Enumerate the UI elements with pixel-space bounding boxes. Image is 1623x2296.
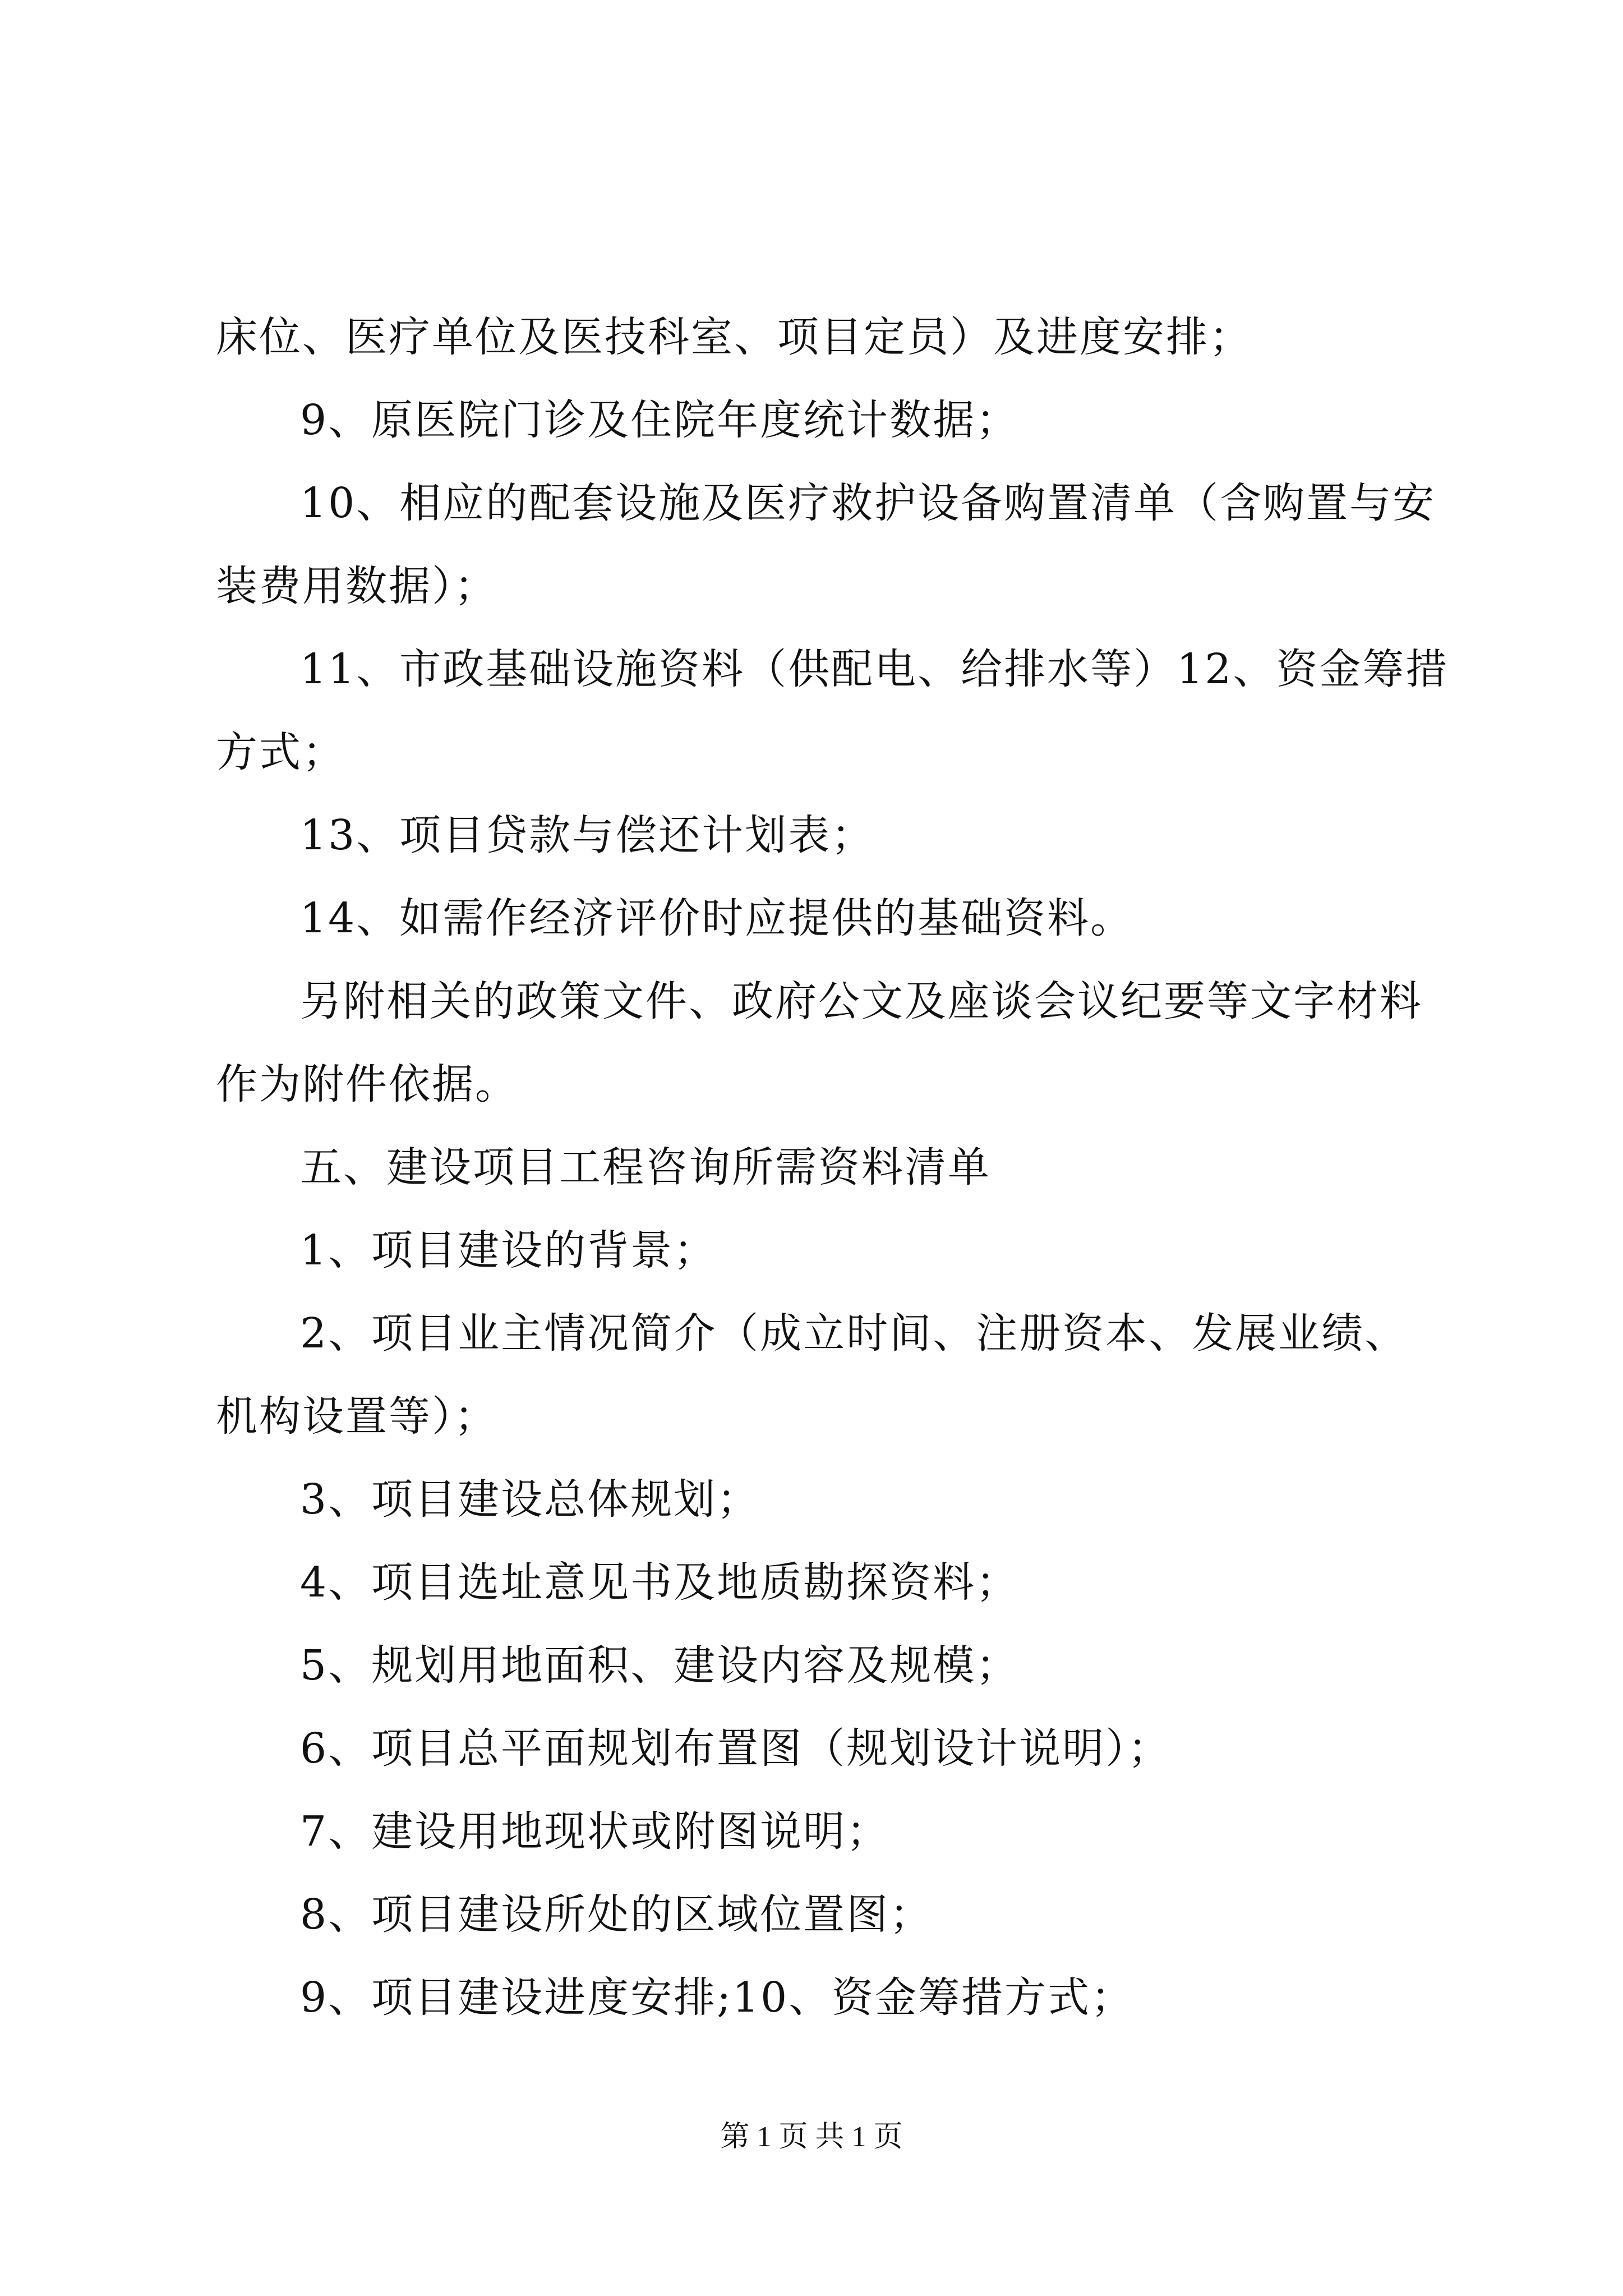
text-line-10: 作为附件依据。: [216, 1060, 518, 1108]
text-line-14: 机构设置等）；: [216, 1392, 497, 1441]
text-line-5: 11、市政基础设施资料（供配电、给排水等）12、资金筹措: [300, 645, 1449, 693]
text-line-3: 10、相应的配套设施及医疗救护设备购置清单（含购置与安: [300, 479, 1436, 527]
text-line-19: 7、建设用地现状或附图说明；: [300, 1807, 890, 1856]
text-line-12: 1、项目建设的背景；: [300, 1226, 717, 1274]
text-line-17: 5、规划用地面积、建设内容及规模；: [300, 1641, 1020, 1690]
text-line-2: 9、原医院门诊及住院年度统计数据；: [300, 396, 1020, 444]
text-line-9: 另附相关的政策文件、政府公文及座谈会议纪要等文字材料: [300, 977, 1423, 1025]
text-line-21: 9、项目建设进度安排;10、资金筹措方式；: [300, 1973, 1135, 2022]
page-footer: 第 1 页 共 1 页: [720, 2121, 903, 2153]
text-line-20: 8、项目建设所处的区域位置图；: [300, 1890, 933, 1939]
text-line-6: 方式；: [216, 728, 345, 776]
text-line-8: 14、如需作经济评价时应提供的基础资料。: [300, 894, 1134, 942]
text-line-16: 4、项目选址意见书及地质勘探资料；: [300, 1558, 1020, 1607]
text-line-15: 3、项目建设总体规划；: [300, 1475, 760, 1524]
section-heading: 五、建设项目工程咨询所需资料清单: [300, 1143, 991, 1191]
text-line-1: 床位、医疗单位及医技科室、项目定员）及进度安排；: [216, 313, 1252, 361]
text-line-13: 2、项目业主情况简介（成立时间、注册资本、发展业绩、: [300, 1309, 1408, 1358]
text-line-4: 装费用数据）；: [216, 562, 497, 610]
text-line-7: 13、项目贷款与偿还计划表；: [300, 811, 875, 859]
text-line-18: 6、项目总平面规划布置图（规划设计说明）；: [300, 1724, 1172, 1773]
